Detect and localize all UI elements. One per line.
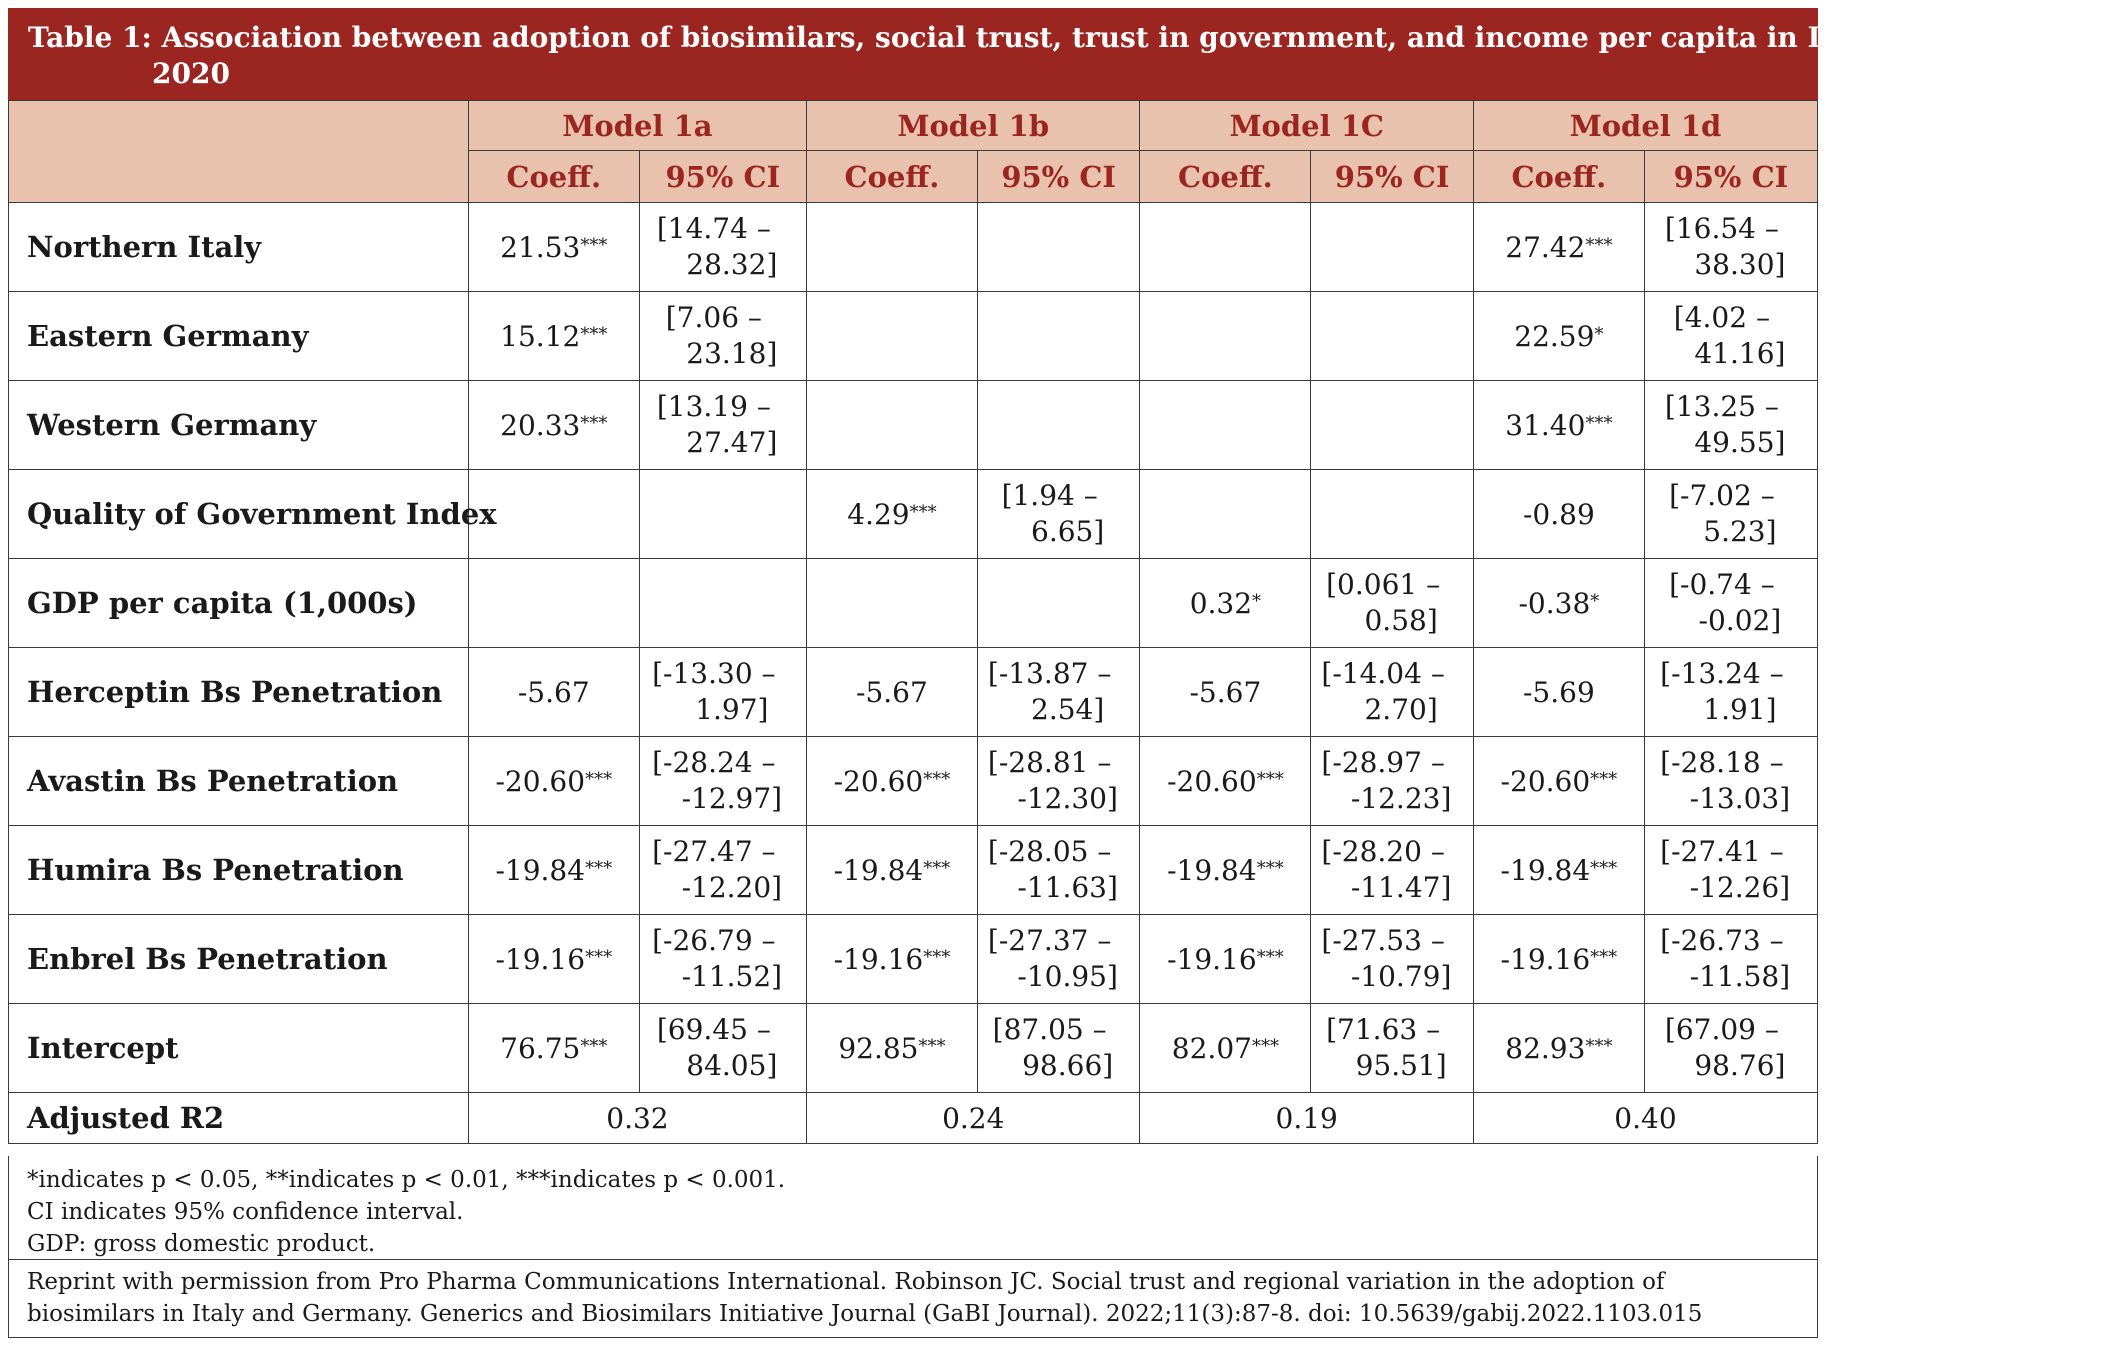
coefficient-value: -5.67	[856, 675, 928, 709]
ci-lower: [-28.20 –	[1321, 835, 1445, 868]
significance-stars: ***	[585, 857, 613, 879]
table-row	[9, 915, 1818, 1004]
row-label: Herceptin Bs Penetration	[9, 648, 469, 737]
ci-lower: [-0.74 –	[1669, 568, 1775, 601]
ci-lower: [13.25 –	[1664, 390, 1779, 423]
ci-lower: [69.45 –	[656, 1013, 771, 1046]
coefficient-cell	[1140, 1004, 1311, 1093]
ci-lower: [71.63 –	[1326, 1013, 1441, 1046]
coefficient-value: 27.42	[1505, 230, 1586, 264]
ci-upper: 1.91]	[1703, 693, 1777, 726]
adjusted-r2-value: 0.24	[807, 1093, 1140, 1144]
ci-lower: [-27.47 –	[652, 835, 776, 868]
row-label: Adjusted R2	[9, 1093, 469, 1144]
model-header: Model 1b	[807, 101, 1140, 151]
table-row	[9, 203, 1818, 292]
significance-stars: ***	[923, 857, 951, 879]
ci-cell	[977, 737, 1140, 826]
ci-cell	[639, 559, 806, 648]
significance-stars: ***	[1590, 946, 1618, 968]
table-row	[9, 826, 1818, 915]
ci-lower: [-27.53 –	[1321, 924, 1445, 957]
ci-upper: 1.97]	[695, 693, 769, 726]
coefficient-value: -20.60	[833, 764, 924, 798]
coefficient-value: -19.16	[833, 942, 924, 976]
ci-upper: 49.55]	[1694, 426, 1786, 459]
coefficient-cell	[807, 826, 978, 915]
ci-cell	[1311, 381, 1474, 470]
ci-cell	[1311, 470, 1474, 559]
model-header: Model 1d	[1473, 101, 1817, 151]
ci-cell	[1644, 203, 1817, 292]
ci-cell	[977, 381, 1140, 470]
coefficient-value: 31.40	[1505, 408, 1586, 442]
ci-upper: -12.97]	[681, 782, 783, 815]
coefficient-value: -19.16	[495, 942, 586, 976]
ci-cell	[1644, 559, 1817, 648]
ci-cell	[639, 648, 806, 737]
ci-cell	[977, 826, 1140, 915]
significance-stars: ***	[1256, 768, 1284, 790]
ci-cell	[977, 470, 1140, 559]
row-label: Western Germany	[9, 381, 469, 470]
ci-lower: [16.54 –	[1664, 212, 1779, 245]
ci-lower: [1.94 –	[1001, 479, 1098, 512]
ci-lower: [-26.73 –	[1660, 924, 1784, 957]
coefficient-value: 15.12	[500, 319, 581, 353]
coefficient-value: 20.33	[500, 408, 581, 442]
coefficient-cell	[807, 470, 978, 559]
coefficient-value: -19.16	[1167, 942, 1257, 976]
significance-stars: ***	[1585, 234, 1613, 256]
ci-cell	[1644, 826, 1817, 915]
ci-lower: [-27.41 –	[1660, 835, 1784, 868]
significance-stars: *	[1252, 590, 1262, 612]
note-gdp: GDP: gross domestic product.	[27, 1231, 376, 1257]
table-figure	[8, 8, 2104, 1338]
row-label-header	[9, 101, 469, 203]
row-label: Intercept	[9, 1004, 469, 1093]
coefficient-cell	[1140, 648, 1311, 737]
ci-cell	[639, 292, 806, 381]
significance-stars: ***	[585, 768, 613, 790]
coefficient-value: -5.67	[1189, 675, 1262, 709]
ci-upper: 98.66]	[1022, 1049, 1114, 1082]
coefficient-cell	[807, 292, 978, 381]
coefficient-cell	[1140, 915, 1311, 1004]
ci-upper: -12.20]	[681, 871, 783, 904]
ci-upper: -11.58]	[1689, 960, 1791, 993]
ci-cell	[977, 559, 1140, 648]
coefficient-cell	[1140, 292, 1311, 381]
row-label: Quality of Government Index	[9, 470, 469, 559]
significance-stars: ***	[1585, 1035, 1613, 1057]
coefficient-value: -19.84	[495, 853, 586, 887]
table-row	[9, 470, 1818, 559]
table-row	[9, 559, 1818, 648]
table-row	[9, 381, 1818, 470]
ci-lower: [-13.30 –	[652, 657, 776, 690]
ci-cell	[977, 1004, 1140, 1093]
ci-cell	[1644, 915, 1817, 1004]
row-label: GDP per capita (1,000s)	[9, 559, 469, 648]
coefficient-value: -19.84	[1167, 853, 1257, 887]
ci-upper: -11.52]	[681, 960, 783, 993]
coef-subheader: Coeff.	[807, 151, 978, 203]
row-label: Eastern Germany	[9, 292, 469, 381]
ci-cell	[977, 648, 1140, 737]
ci-cell	[1311, 559, 1474, 648]
coefficient-cell	[1473, 648, 1644, 737]
ci-cell	[1644, 292, 1817, 381]
coefficient-cell	[1473, 381, 1644, 470]
ci-upper: -12.23]	[1350, 782, 1452, 815]
adjusted-r2-value: 0.40	[1473, 1093, 1817, 1144]
table-title-line1: Table 1: Association between adoption of biosimilars, social trust, trust in government, and income per capita in Italy and Germany,	[28, 21, 2104, 54]
ci-cell	[639, 203, 806, 292]
ci-upper: 6.65]	[1031, 515, 1105, 548]
ci-upper: -10.95]	[1017, 960, 1118, 993]
coefficient-value: -5.67	[517, 675, 590, 709]
ci-upper: 23.18]	[686, 337, 778, 370]
row-label: Humira Bs Penetration	[9, 826, 469, 915]
coefficient-cell	[1140, 826, 1311, 915]
ci-cell	[1311, 737, 1474, 826]
ci-lower: [0.061 –	[1326, 568, 1441, 601]
significance-stars: ***	[1590, 768, 1618, 790]
ci-lower: [-28.05 –	[987, 835, 1112, 868]
table-body	[9, 203, 1818, 1093]
ci-upper: -0.02]	[1698, 604, 1782, 637]
table-row	[9, 1004, 1818, 1093]
ci-upper: -12.30]	[1017, 782, 1118, 815]
ci-subheader: 95% CI	[977, 151, 1140, 203]
note-ci: CI indicates 95% confidence interval.	[27, 1199, 464, 1225]
table-row	[9, 737, 1818, 826]
ci-lower: [7.06 –	[665, 301, 762, 334]
ci-upper: -11.63]	[1017, 871, 1118, 904]
significance-stars: ***	[923, 768, 951, 790]
significance-stars: ***	[918, 1035, 946, 1057]
ci-subheader: 95% CI	[1644, 151, 1817, 203]
significance-stars: ***	[1585, 412, 1613, 434]
coefficient-value: -0.89	[1522, 497, 1595, 531]
ci-cell	[639, 737, 806, 826]
ci-lower: [14.74 –	[656, 212, 771, 245]
ci-lower: [-28.81 –	[987, 746, 1112, 779]
significance-stars: ***	[580, 323, 608, 345]
coefficient-cell	[468, 915, 639, 1004]
coefficient-value: 76.75	[500, 1031, 581, 1065]
coefficient-cell	[468, 1004, 639, 1093]
ci-upper: 28.32]	[686, 248, 778, 281]
coefficient-value: 82.93	[1505, 1031, 1586, 1065]
ci-cell	[639, 470, 806, 559]
row-label: Avastin Bs Penetration	[9, 737, 469, 826]
ci-lower: [-7.02 –	[1669, 479, 1775, 512]
significance-stars: ***	[580, 1035, 608, 1057]
coefficient-value: -5.69	[1522, 675, 1595, 709]
ci-upper: -11.47]	[1350, 871, 1452, 904]
regression-table	[8, 100, 1818, 1144]
ci-upper: 2.54]	[1031, 693, 1105, 726]
coefficient-cell	[468, 203, 639, 292]
ci-upper: 5.23]	[1703, 515, 1777, 548]
row-label: Enbrel Bs Penetration	[9, 915, 469, 1004]
coefficient-cell	[807, 559, 978, 648]
ci-lower: [13.19 –	[656, 390, 771, 423]
ci-lower: [4.02 –	[1673, 301, 1770, 334]
ci-lower: [-14.04 –	[1321, 657, 1445, 690]
coefficient-value: 92.85	[838, 1031, 919, 1065]
ci-upper: 84.05]	[686, 1049, 778, 1082]
significance-stars: ***	[1256, 946, 1284, 968]
coefficient-cell	[807, 648, 978, 737]
ci-lower: [-28.18 –	[1660, 746, 1784, 779]
ci-cell	[977, 292, 1140, 381]
ci-cell	[1311, 1004, 1474, 1093]
ci-cell	[1644, 648, 1817, 737]
coefficient-value: 0.32	[1189, 586, 1253, 620]
coefficient-cell	[807, 203, 978, 292]
note-significance: *indicates p < 0.05, **indicates p < 0.01, ***indicates p < 0.001.	[27, 1167, 786, 1193]
model-header: Model 1a	[468, 101, 806, 151]
ci-upper: 41.16]	[1694, 337, 1786, 370]
ci-subheader: 95% CI	[1311, 151, 1474, 203]
coefficient-value: 21.53	[500, 230, 581, 264]
coefficient-cell	[1473, 915, 1644, 1004]
coefficient-cell	[1473, 292, 1644, 381]
coefficient-cell	[1473, 737, 1644, 826]
coefficient-cell	[468, 737, 639, 826]
coefficient-cell	[807, 381, 978, 470]
coefficient-cell	[1140, 203, 1311, 292]
ci-upper: -10.79]	[1350, 960, 1452, 993]
ci-cell	[1644, 381, 1817, 470]
ci-cell	[1311, 915, 1474, 1004]
coefficient-value: -19.84	[833, 853, 924, 887]
significance-stars: *	[1594, 323, 1604, 345]
coefficient-value: 22.59	[1514, 319, 1595, 353]
ci-lower: [-28.24 –	[652, 746, 776, 779]
coefficient-cell	[468, 826, 639, 915]
ci-upper: 27.47]	[686, 426, 778, 459]
ci-upper: -12.26]	[1689, 871, 1791, 904]
ci-cell	[1311, 648, 1474, 737]
coefficient-cell	[807, 1004, 978, 1093]
ci-lower: [-13.24 –	[1660, 657, 1784, 690]
ci-cell	[1644, 1004, 1817, 1093]
coefficient-value: -20.60	[495, 764, 586, 798]
ci-lower: [67.09 –	[1664, 1013, 1779, 1046]
coefficient-value: 82.07	[1171, 1031, 1252, 1065]
coefficient-value: -20.60	[1167, 764, 1257, 798]
coefficient-cell	[1473, 1004, 1644, 1093]
table-title-line2: 2020	[152, 57, 230, 90]
significance-stars: ***	[1251, 1035, 1279, 1057]
coefficient-cell	[1473, 826, 1644, 915]
coefficient-value: -19.84	[1500, 853, 1591, 887]
ci-upper: 0.58]	[1364, 604, 1438, 637]
ci-cell	[639, 915, 806, 1004]
ci-cell	[639, 826, 806, 915]
significance-stars: ***	[580, 412, 608, 434]
ci-cell	[1311, 826, 1474, 915]
table-row	[9, 292, 1818, 381]
table-row	[9, 648, 1818, 737]
ci-cell	[977, 915, 1140, 1004]
table-title	[8, 8, 2104, 100]
coefficient-cell	[807, 737, 978, 826]
coefficient-cell	[1140, 559, 1311, 648]
significance-stars: ***	[909, 501, 937, 523]
ci-lower: [87.05 –	[992, 1013, 1107, 1046]
adjusted-r2-row	[9, 1093, 1818, 1144]
coefficient-cell	[1140, 470, 1311, 559]
coefficient-value: -19.16	[1500, 942, 1591, 976]
ci-lower: [-28.97 –	[1321, 746, 1445, 779]
table-notes	[8, 1156, 1818, 1260]
significance-stars: ***	[580, 234, 608, 256]
coefficient-cell	[468, 292, 639, 381]
adjusted-r2-value: 0.19	[1140, 1093, 1473, 1144]
coefficient-value: -0.38	[1518, 586, 1591, 620]
ci-cell	[639, 1004, 806, 1093]
coefficient-value: -20.60	[1500, 764, 1591, 798]
coefficient-value: 4.29	[847, 497, 910, 531]
ci-cell	[1644, 737, 1817, 826]
coefficient-cell	[1140, 381, 1311, 470]
coef-subheader: Coeff.	[1473, 151, 1644, 203]
coefficient-cell	[468, 559, 639, 648]
model-header: Model 1C	[1140, 101, 1473, 151]
ci-cell	[1644, 470, 1817, 559]
row-label: Northern Italy	[9, 203, 469, 292]
ci-upper: 95.51]	[1355, 1049, 1447, 1082]
significance-stars: ***	[923, 946, 951, 968]
ci-upper: 38.30]	[1694, 248, 1786, 281]
ci-subheader: 95% CI	[639, 151, 806, 203]
coefficient-cell	[468, 381, 639, 470]
significance-stars: ***	[1256, 857, 1284, 879]
ci-cell	[1311, 203, 1474, 292]
coef-subheader: Coeff.	[468, 151, 639, 203]
coef-subheader: Coeff.	[1140, 151, 1311, 203]
significance-stars: *	[1590, 590, 1600, 612]
adjusted-r2-value: 0.32	[468, 1093, 806, 1144]
ci-upper: -13.03]	[1689, 782, 1791, 815]
ci-cell	[639, 381, 806, 470]
coefficient-cell	[1473, 203, 1644, 292]
ci-cell	[977, 203, 1140, 292]
ci-cell	[1311, 292, 1474, 381]
ci-lower: [-13.87 –	[987, 657, 1112, 690]
coefficient-cell	[1473, 470, 1644, 559]
coefficient-cell	[468, 648, 639, 737]
ci-lower: [-27.37 –	[987, 924, 1112, 957]
ci-upper: 2.70]	[1364, 693, 1438, 726]
significance-stars: ***	[585, 946, 613, 968]
reprint-citation: Reprint with permission from Pro Pharma Communications International. Robinson JC. Social trust and regional variation in the adoption of biosimilars in Italy and Germany. Generics and Biosimilars Initiative Journal (GaBI Journal). 2022;11(3):87-8. doi: 10.5639/gabij.2022.1103.015	[8, 1260, 1818, 1338]
coefficient-cell	[807, 915, 978, 1004]
coefficient-cell	[1140, 737, 1311, 826]
ci-lower: [-26.79 –	[652, 924, 776, 957]
coefficient-cell	[1473, 559, 1644, 648]
significance-stars: ***	[1590, 857, 1618, 879]
ci-upper: 98.76]	[1694, 1049, 1786, 1082]
